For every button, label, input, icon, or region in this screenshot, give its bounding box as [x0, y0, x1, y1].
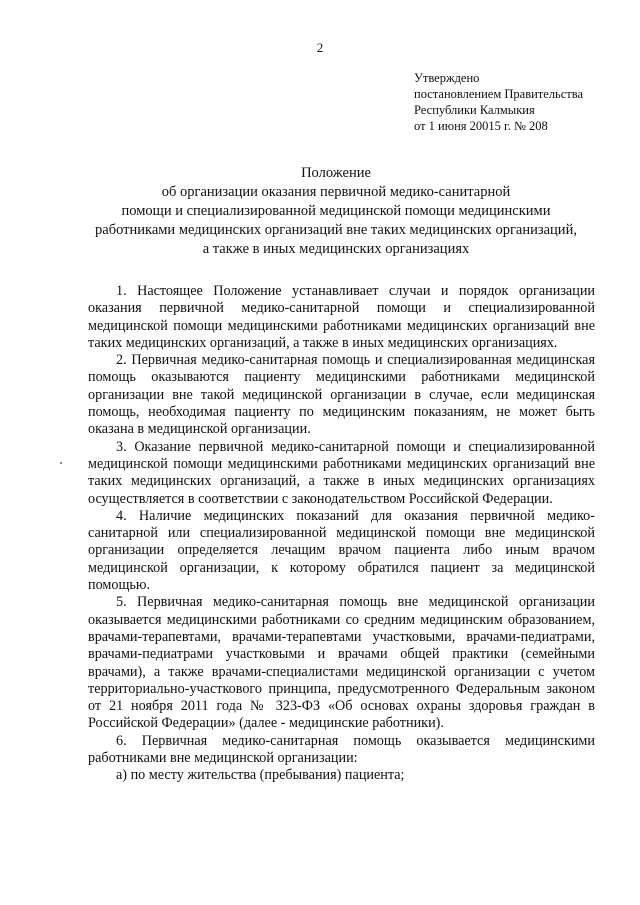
scan-speck [60, 462, 62, 464]
paragraph-4: 4. Наличие медицинских показаний для оказания первичной медико-санитарной или специализированной медицинской помощи вне медицинской организации определяется лечащим врачом пациента либо иным врачом медицинской организации, к которому обратился пациент за медицинской помощью. [88, 507, 595, 594]
title-line-4: работниками медицинских организаций вне таких медицинских организаций, [95, 222, 577, 238]
approval-line-3: Республики Калмыкия [414, 103, 535, 117]
paragraph-6a: а) по месту жительства (пребывания) пациента; [116, 767, 405, 784]
title-line-5: а также в иных медицинских организациях [202, 241, 470, 257]
title-line-3: помощи и специализированной медицинской помощи медицинскими [121, 203, 551, 219]
document-title [78, 164, 594, 259]
approval-line-1: Утверждено [414, 71, 480, 85]
document-body [88, 283, 595, 785]
title-line-2: об организации оказания первичной медико-санитарной [161, 184, 511, 200]
paragraph-2: 2. Первичная медико-санитарная помощь и специализированная медицинская помощь оказываются пациенту медицинскими работниками медицинской организации вне такой медицинской организации в случае, если медицинская помощь, необходимая пациенту по медицинским показаниям, не может быть оказана в медицинской организации. [88, 352, 595, 438]
paragraph-5: 5. Первичная медико-санитарная помощь вне медицинской организации оказывается медицинскими работниками со средним медицинским образованием, врачами-терапевтами, врачами-терапевтами участковыми, врачами-педиатрами, врачами-педиатрами участковыми и врачами общей практики (семейными врачами), а также врачами-специалистами медицинской организации с учетом территориально-участкового принципа, предусмотренного Федеральным законом от 21 ноября 2011 года № 323-ФЗ «Об основах охраны здоровья граждан в Российской Федерации» (далее - медицинские работники). [88, 594, 595, 732]
title-line-1: Положение [301, 165, 371, 181]
paragraph-1: 1. Настоящее Положение устанавливает случаи и порядок организации оказания первичной медико-санитарной помощи и специализированной медицинской помощи медицинскими работниками медицинских организаций вне таких медицинских организаций, а также в иных медицинских организациях. [88, 283, 595, 351]
approval-line-4: от 1 июня 20015 г. № 208 [414, 119, 548, 133]
paragraph-3: 3. Оказание первичной медико-санитарной помощи и специализированной медицинской помощи медицинскими работниками медицинских организаций вне таких медицинских организаций, а также в иных медицинских организациях осуществляется в соответствии с законодательством Российской Федерации. [88, 438, 595, 507]
approval-line-2: постановлением Правительства [414, 87, 584, 101]
page-number: 2 [316, 40, 324, 55]
paragraph-6: 6. Первичная медико-санитарная помощь оказывается медицинскими работниками вне медицинской организации: [88, 732, 595, 767]
approval-block [414, 70, 583, 134]
